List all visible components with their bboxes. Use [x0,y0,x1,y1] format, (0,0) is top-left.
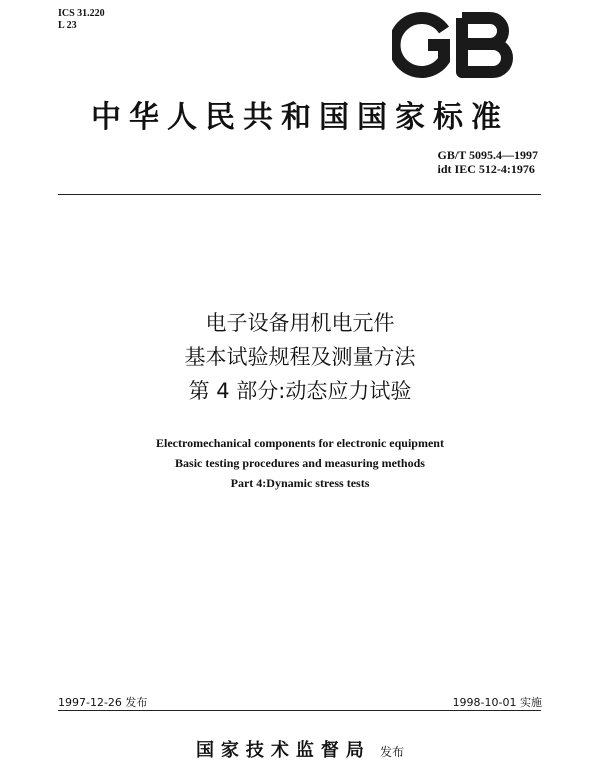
chinese-title-line: 电子设备用机电元件 [205,311,395,335]
bottom-divider [58,710,541,711]
gb-logo-g-shape [395,18,444,72]
chinese-title-line: 基本试验规程及测量方法 [184,345,416,369]
standard-code-block [438,148,538,176]
publisher [0,736,600,762]
english-title-line: Basic testing procedures and measuring methods [175,456,425,470]
english-title-line: Electromechanical components for electronic equipment [156,436,444,450]
english-title-line: Part 4:Dynamic stress tests [230,476,370,490]
chinese-title [0,306,600,408]
standard-idt: idt IEC 512-4:1976 [437,162,535,176]
classification-code: L 23 [58,20,77,31]
publisher-name: 国家技术监督局 [195,740,371,761]
chinese-title-line: 第 4 部分:动态应力试验 [188,379,412,403]
standard-title: 中华人民共和国国家标准 [91,100,509,135]
english-title [0,433,600,493]
classification-block [58,8,105,32]
issue-date: 1997-12-26 发布 [58,696,148,709]
publisher-action: 发布 [380,745,405,759]
gb-logo-b-shape [462,18,507,72]
effective-date: 1998-10-01 实施 [452,696,542,709]
gb-logo [392,10,517,80]
ics-code: ICS 31.220 [58,8,105,19]
standard-code: GB/T 5095.4—1997 [437,148,538,162]
top-divider [58,194,541,195]
